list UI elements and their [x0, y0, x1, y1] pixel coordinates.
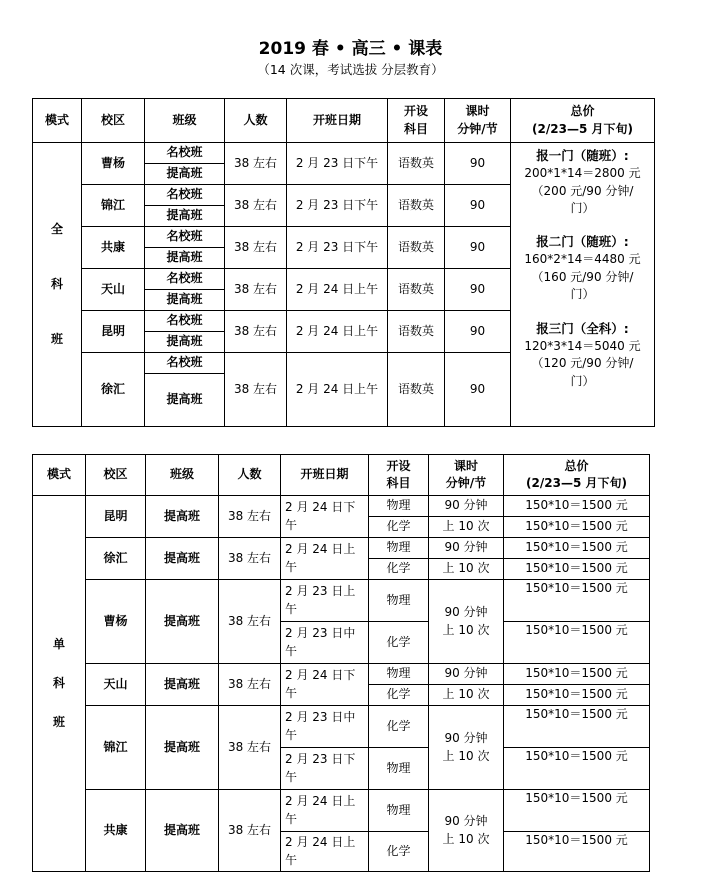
price-cell: 150*10＝1500 元: [504, 580, 650, 622]
campus-cell: 锦江: [82, 185, 145, 227]
start-date-cell: 2 月 24 日上午: [287, 353, 388, 427]
header-class: 班级: [146, 455, 219, 496]
people-cell: 38 左右: [225, 185, 287, 227]
class-cell: 提高班: [146, 580, 219, 664]
header-class-time: 课时 分钟/节: [445, 99, 511, 143]
time-cell: 90 分钟 上 10 次: [429, 580, 504, 664]
campus-cell: 天山: [86, 664, 146, 706]
header-mode: 模式: [33, 455, 86, 496]
start-date-cell: 2 月 23 日中午: [281, 706, 369, 748]
class-cell: 提高班: [146, 538, 219, 580]
start-date-cell: 2 月 23 日下午: [287, 143, 388, 185]
table-row: [33, 143, 655, 164]
price-cell: 150*10＝1500 元: [504, 664, 650, 685]
campus-cell: 昆明: [82, 311, 145, 353]
table1-header-row: [33, 99, 655, 143]
subject-cell: 语数英: [388, 353, 445, 427]
class-cell: 提高班: [145, 206, 225, 227]
campus-cell: 昆明: [86, 496, 146, 538]
campus-cell: 锦江: [86, 706, 146, 790]
start-date-cell: 2 月 24 日上午: [281, 790, 369, 832]
header-campus: 校区: [82, 99, 145, 143]
price-cell: 150*10＝1500 元: [504, 496, 650, 517]
people-cell: 38 左右: [225, 311, 287, 353]
table2-header-row: [33, 455, 650, 496]
subject-cell: 物理: [369, 664, 429, 685]
subject-cell: 化学: [369, 706, 429, 748]
price-cell: 150*10＝1500 元: [504, 685, 650, 706]
minutes-cell: 90: [445, 143, 511, 185]
start-date-cell: 2 月 24 日下午: [281, 496, 369, 538]
class-cell: 提高班: [145, 290, 225, 311]
minutes-cell: 90: [445, 311, 511, 353]
minutes-cell: 90: [445, 269, 511, 311]
mode-cell: 单 科 班: [33, 496, 86, 872]
people-cell: 38 左右: [225, 269, 287, 311]
start-date-cell: 2 月 23 日上午: [281, 580, 369, 622]
start-date-cell: 2 月 24 日下午: [281, 664, 369, 706]
people-cell: 38 左右: [219, 496, 281, 538]
header-class-time: 课时 分钟/节: [429, 455, 504, 496]
people-cell: 38 左右: [219, 664, 281, 706]
table-row: [33, 580, 650, 622]
campus-cell: 徐汇: [82, 353, 145, 427]
subject-cell: 语数英: [388, 143, 445, 185]
minutes-cell: 90: [445, 353, 511, 427]
subject-cell: 化学: [369, 559, 429, 580]
time-cell: 上 10 次: [429, 517, 504, 538]
subject-cell: 语数英: [388, 227, 445, 269]
campus-cell: 共康: [86, 790, 146, 872]
header-class: 班级: [145, 99, 225, 143]
campus-cell: 天山: [82, 269, 145, 311]
campus-cell: 曹杨: [86, 580, 146, 664]
class-cell: 名校班: [145, 227, 225, 248]
subject-cell: 化学: [369, 832, 429, 872]
header-start-date: 开班日期: [287, 99, 388, 143]
table-row: [33, 790, 650, 832]
people-cell: 38 左右: [219, 706, 281, 790]
subject-cell: 物理: [369, 790, 429, 832]
people-cell: 38 左右: [225, 227, 287, 269]
header-campus: 校区: [86, 455, 146, 496]
start-date-cell: 2 月 23 日中午: [281, 622, 369, 664]
class-cell: 提高班: [145, 164, 225, 185]
price-cell: 报一门（随班）: 200*1*14＝2800 元 （200 元/90 分钟/ 门） 报二门（随班）: 160*2*14＝4480 元 （160 元/90 分钟/ 门） 报三门（全科）: 120*3*14＝5040 元 （120 元/90 分钟/ 门）: [511, 143, 655, 427]
header-mode: 模式: [33, 99, 82, 143]
header-start-date: 开班日期: [281, 455, 369, 496]
class-cell: 提高班: [145, 332, 225, 353]
class-cell: 提高班: [146, 706, 219, 790]
full-subject-schedule-table: [32, 98, 655, 427]
campus-cell: 徐汇: [86, 538, 146, 580]
time-cell: 90 分钟 上 10 次: [429, 706, 504, 790]
price-cell: 150*10＝1500 元: [504, 517, 650, 538]
time-cell: 90 分钟: [429, 664, 504, 685]
single-subject-schedule-table: [32, 454, 650, 872]
header-people: 人数: [219, 455, 281, 496]
price-cell: 150*10＝1500 元: [504, 832, 650, 872]
subject-cell: 化学: [369, 517, 429, 538]
people-cell: 38 左右: [219, 580, 281, 664]
class-cell: 名校班: [145, 143, 225, 164]
table-row: [33, 538, 650, 559]
class-cell: 名校班: [145, 185, 225, 206]
table-row: [33, 496, 650, 517]
header-total-price: 总价 (2/23—5 月下旬): [504, 455, 650, 496]
start-date-cell: 2 月 23 日下午: [287, 185, 388, 227]
people-cell: 38 左右: [225, 143, 287, 185]
subject-cell: 物理: [369, 496, 429, 517]
class-cell: 提高班: [145, 374, 225, 427]
class-cell: 提高班: [145, 248, 225, 269]
subject-cell: 物理: [369, 538, 429, 559]
subject-cell: 物理: [369, 580, 429, 622]
subject-cell: 化学: [369, 622, 429, 664]
price-cell: 150*10＝1500 元: [504, 706, 650, 748]
header-subject: 开设 科目: [388, 99, 445, 143]
price-cell: 150*10＝1500 元: [504, 538, 650, 559]
class-cell: 名校班: [145, 353, 225, 374]
start-date-cell: 2 月 24 日上午: [287, 269, 388, 311]
mode-cell: 全 科 班: [33, 143, 82, 427]
page-subtitle: （14 次课，考试选拔 分层教育）: [257, 62, 444, 77]
subject-cell: 物理: [369, 748, 429, 790]
people-cell: 38 左右: [219, 538, 281, 580]
time-cell: 上 10 次: [429, 559, 504, 580]
start-date-cell: 2 月 23 日下午: [281, 748, 369, 790]
header-people: 人数: [225, 99, 287, 143]
minutes-cell: 90: [445, 227, 511, 269]
start-date-cell: 2 月 24 日上午: [281, 538, 369, 580]
class-cell: 名校班: [145, 269, 225, 290]
subject-cell: 化学: [369, 685, 429, 706]
time-cell: 90 分钟: [429, 496, 504, 517]
campus-cell: 曹杨: [82, 143, 145, 185]
header-total-price: 总价 (2/23—5 月下旬): [511, 99, 655, 143]
start-date-cell: 2 月 24 日上午: [287, 311, 388, 353]
price-cell: 150*10＝1500 元: [504, 559, 650, 580]
price-cell: 150*10＝1500 元: [504, 622, 650, 664]
header-subject: 开设 科目: [369, 455, 429, 496]
start-date-cell: 2 月 24 日上午: [281, 832, 369, 872]
time-cell: 90 分钟: [429, 538, 504, 559]
class-cell: 提高班: [146, 790, 219, 872]
start-date-cell: 2 月 23 日下午: [287, 227, 388, 269]
price-cell: 150*10＝1500 元: [504, 790, 650, 832]
subject-cell: 语数英: [388, 311, 445, 353]
subject-cell: 语数英: [388, 269, 445, 311]
time-cell: 90 分钟 上 10 次: [429, 790, 504, 872]
page-title: 2019 春 • 高三 • 课表: [258, 39, 443, 59]
people-cell: 38 左右: [225, 353, 287, 427]
table-row: [33, 706, 650, 748]
price-cell: 150*10＝1500 元: [504, 748, 650, 790]
campus-cell: 共康: [82, 227, 145, 269]
class-cell: 名校班: [145, 311, 225, 332]
subject-cell: 语数英: [388, 185, 445, 227]
minutes-cell: 90: [445, 185, 511, 227]
people-cell: 38 左右: [219, 790, 281, 872]
class-cell: 提高班: [146, 664, 219, 706]
time-cell: 上 10 次: [429, 685, 504, 706]
class-cell: 提高班: [146, 496, 219, 538]
table-row: [33, 664, 650, 685]
